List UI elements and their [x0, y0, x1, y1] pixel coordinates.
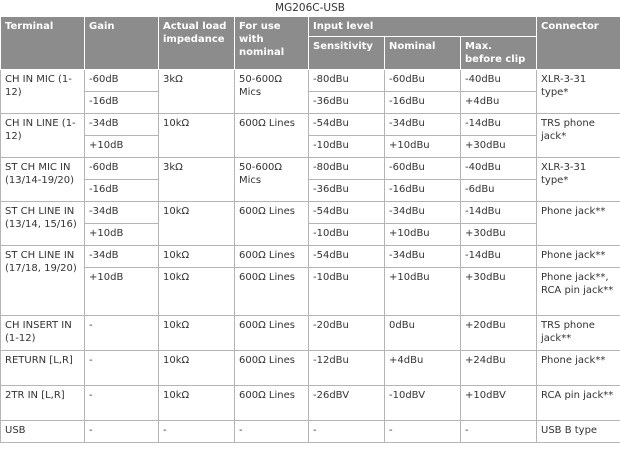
cell-gain: +10dB — [85, 136, 159, 158]
cell-sensitivity: -80dBu — [309, 70, 385, 92]
cell-nominal: -16dBu — [385, 92, 461, 114]
table-row — [1, 92, 620, 114]
cell-nominal: -60dBu — [385, 70, 461, 92]
cell-nominal: -34dBu — [385, 202, 461, 224]
table-row — [1, 421, 620, 443]
header-gain: Gain — [85, 17, 159, 70]
cell-sensitivity: -26dBV — [309, 386, 385, 421]
cell-nominal: +10dBu — [385, 268, 461, 316]
cell-terminal: 2TR IN [L,R] — [1, 386, 85, 421]
cell-nominal: -60dBu — [385, 158, 461, 180]
cell-gain: +10dB — [85, 268, 159, 316]
cell-load: 10kΩ — [159, 202, 235, 246]
cell-gain: - — [85, 351, 159, 386]
table-row — [1, 114, 620, 136]
cell-nominal: -34dBu — [385, 246, 461, 268]
cell-gain: - — [85, 386, 159, 421]
cell-load: 10kΩ — [159, 386, 235, 421]
cell-sensitivity: -54dBu — [309, 114, 385, 136]
cell-connector: RCA pin jack** — [537, 386, 620, 421]
cell-load: 10kΩ — [159, 246, 235, 268]
table-row — [1, 136, 620, 158]
cell-load: 10kΩ — [159, 268, 235, 316]
cell-use: 600Ω Lines — [235, 202, 309, 246]
cell-nominal: - — [385, 421, 461, 443]
cell-max: -14dBu — [461, 202, 537, 224]
cell-sensitivity: -54dBu — [309, 246, 385, 268]
cell-gain: -34dB — [85, 202, 159, 224]
table-row — [1, 180, 620, 202]
cell-use: - — [235, 421, 309, 443]
cell-max: +4dBu — [461, 92, 537, 114]
header-connector: Connector — [537, 17, 620, 70]
cell-connector: Phone jack**, RCA pin jack** — [537, 268, 620, 316]
cell-gain: -60dB — [85, 70, 159, 92]
cell-max: -14dBu — [461, 246, 537, 268]
table-row — [1, 158, 620, 180]
cell-use: 600Ω Lines — [235, 114, 309, 158]
cell-load: 10kΩ — [159, 316, 235, 351]
cell-use: 600Ω Lines — [235, 316, 309, 351]
cell-gain: -34dB — [85, 246, 159, 268]
cell-connector: TRS phone jack** — [537, 316, 620, 351]
header-actual-load: Actual load impedance — [159, 17, 235, 70]
cell-max: +10dBV — [461, 386, 537, 421]
cell-sensitivity: -10dBu — [309, 136, 385, 158]
cell-sensitivity: -20dBu — [309, 316, 385, 351]
cell-max: -6dBu — [461, 180, 537, 202]
header-for-use-with: For use with nominal — [235, 17, 309, 70]
cell-terminal: CH IN MIC (1-12) — [1, 70, 85, 114]
cell-gain: +10dB — [85, 224, 159, 246]
cell-gain: - — [85, 316, 159, 351]
cell-use: 600Ω Lines — [235, 268, 309, 316]
header-sensitivity: Sensitivity — [309, 37, 385, 70]
cell-nominal: -34dBu — [385, 114, 461, 136]
cell-connector: XLR-3-31 type* — [537, 70, 620, 114]
cell-terminal: ST CH MIC IN (13/14-19/20) — [1, 158, 85, 202]
cell-terminal: ST CH LINE IN (17/18, 19/20) — [1, 246, 85, 316]
cell-max: +24dBu — [461, 351, 537, 386]
cell-gain: - — [85, 421, 159, 443]
cell-load: 3kΩ — [159, 70, 235, 114]
cell-nominal: -16dBu — [385, 180, 461, 202]
table-row — [1, 351, 620, 386]
table-caption: MG206C-USB — [275, 2, 345, 14]
cell-sensitivity: - — [309, 421, 385, 443]
table-row — [1, 316, 620, 351]
cell-max: +30dBu — [461, 136, 537, 158]
cell-sensitivity: -36dBu — [309, 180, 385, 202]
cell-connector: TRS phone jack* — [537, 114, 620, 158]
cell-gain: -60dB — [85, 158, 159, 180]
cell-sensitivity: -54dBu — [309, 202, 385, 224]
cell-max: -40dBu — [461, 70, 537, 92]
cell-load: 3kΩ — [159, 158, 235, 202]
cell-max: +20dBu — [461, 316, 537, 351]
cell-load: 10kΩ — [159, 351, 235, 386]
cell-sensitivity: -12dBu — [309, 351, 385, 386]
cell-nominal: +10dBu — [385, 136, 461, 158]
specs-table — [0, 16, 620, 443]
header-input-level: Input level — [309, 17, 537, 37]
cell-gain: -34dB — [85, 114, 159, 136]
cell-connector: USB B type — [537, 421, 620, 443]
cell-sensitivity: -80dBu — [309, 158, 385, 180]
cell-nominal: +4dBu — [385, 351, 461, 386]
cell-use: 50-600Ω Mics — [235, 158, 309, 202]
cell-max: +30dBu — [461, 224, 537, 246]
cell-connector: XLR-3-31 type* — [537, 158, 620, 202]
table-row — [1, 246, 620, 268]
table-row — [1, 224, 620, 246]
table-row — [1, 202, 620, 224]
cell-terminal: USB — [1, 421, 85, 443]
cell-max: -40dBu — [461, 158, 537, 180]
cell-terminal: CH IN LINE (1-12) — [1, 114, 85, 158]
cell-nominal: -10dBV — [385, 386, 461, 421]
cell-gain: -16dB — [85, 180, 159, 202]
cell-connector: Phone jack** — [537, 202, 620, 246]
cell-terminal: RETURN [L,R] — [1, 351, 85, 386]
cell-use: 600Ω Lines — [235, 386, 309, 421]
header-terminal: Terminal — [1, 17, 85, 70]
cell-load: 10kΩ — [159, 114, 235, 158]
table-row — [1, 70, 620, 92]
header-nominal: Nominal — [385, 37, 461, 70]
table-row — [1, 268, 620, 316]
header-max-clip: Max. before clip — [461, 37, 537, 70]
cell-connector: Phone jack** — [537, 351, 620, 386]
cell-load: - — [159, 421, 235, 443]
cell-max: +30dBu — [461, 268, 537, 316]
cell-terminal: ST CH LINE IN (13/14, 15/16) — [1, 202, 85, 246]
cell-nominal: +10dBu — [385, 224, 461, 246]
cell-gain: -16dB — [85, 92, 159, 114]
cell-max: - — [461, 421, 537, 443]
cell-terminal: CH INSERT IN (1-12) — [1, 316, 85, 351]
cell-use: 600Ω Lines — [235, 351, 309, 386]
cell-use: 50-600Ω Mics — [235, 70, 309, 114]
header-row — [1, 17, 620, 37]
cell-connector: Phone jack** — [537, 246, 620, 268]
cell-sensitivity: -10dBu — [309, 224, 385, 246]
table-row — [1, 386, 620, 421]
cell-sensitivity: -36dBu — [309, 92, 385, 114]
cell-sensitivity: -10dBu — [309, 268, 385, 316]
cell-use: 600Ω Lines — [235, 246, 309, 268]
cell-max: -14dBu — [461, 114, 537, 136]
cell-nominal: 0dBu — [385, 316, 461, 351]
